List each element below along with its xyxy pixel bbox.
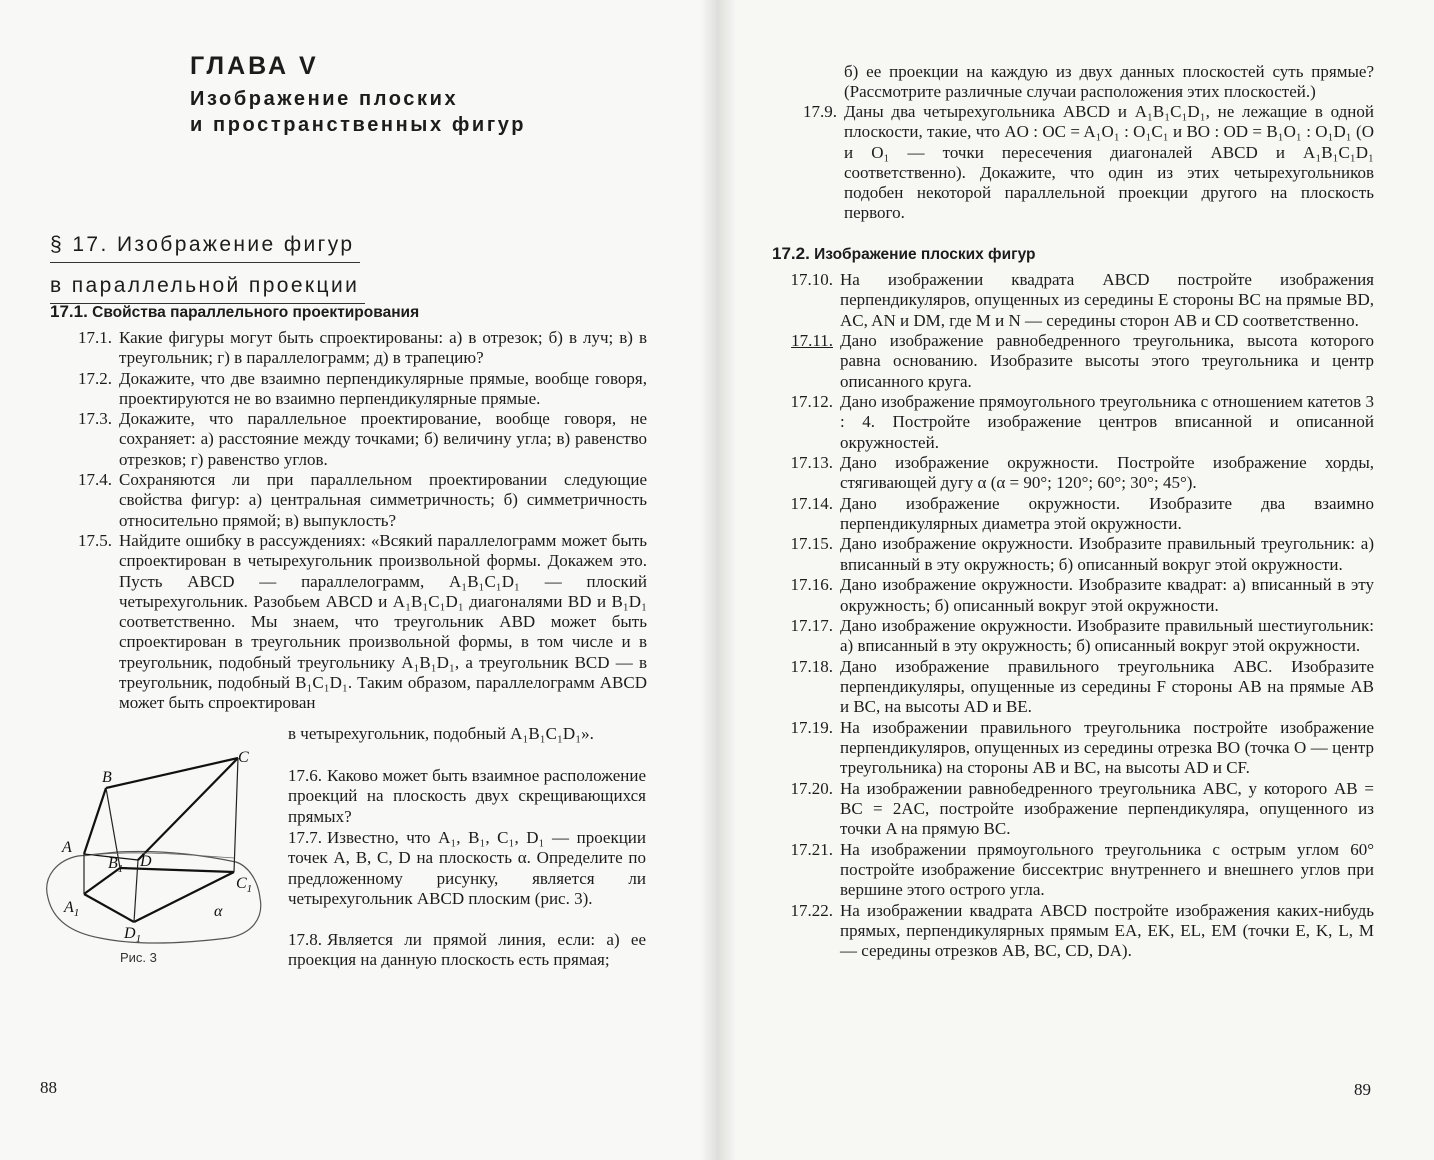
exercise-item (772, 901, 1374, 962)
exercise-item (772, 392, 1374, 453)
exercise-text: Дано изображение окружности. Изобразите правильный треугольник: а) вписанный в эту окружность; б) описанный вокруг этой окружности. (840, 534, 1374, 574)
left-page (0, 0, 716, 1160)
label-C1-letter: C (236, 875, 247, 892)
label-B1-letter: B (108, 855, 118, 872)
exercise-text: Каково может быть взаимное расположение проекций на плоскость двух скрещивающихся прямых? (288, 766, 646, 826)
exercise-number: 17.7. (288, 828, 322, 847)
label-C1-sub: 1 (246, 883, 253, 895)
exercise-17-8 (288, 930, 646, 971)
subsection-number: 17.2. (772, 244, 810, 263)
label-D1-letter: D (124, 925, 136, 942)
exercise-item (50, 369, 647, 410)
exercise-item (50, 470, 647, 531)
exercise-item (50, 531, 647, 714)
plane-alpha-outline (47, 851, 261, 942)
figure-caption: Рис. 3 (120, 950, 157, 965)
exercise-text: Дано изображение прямоугольного треугольника с отношением катетов 3 : 4. Постройте изображение центров вписанной и описанной окружностей. (840, 392, 1374, 452)
exercise-number: 17.3. (78, 409, 112, 429)
exercise-number: 17.4. (78, 470, 112, 490)
exercise-number: 17.6. (288, 766, 322, 785)
exercise-item (772, 575, 1374, 616)
exercise-number: 17.13. (790, 453, 833, 473)
label-D1-sub: 1 (135, 933, 142, 945)
label-A1-letter: A (64, 899, 74, 916)
exercise-17-6 (288, 766, 646, 827)
subsection-title: Свойства параллельного проектирования (92, 304, 420, 321)
exercise-item (50, 409, 647, 470)
exercise-item (772, 840, 1374, 901)
exercise-17-7 (288, 828, 646, 909)
exercise-number: 17.15. (790, 534, 833, 554)
chapter-title (190, 86, 526, 138)
exercise-list-right-b (772, 270, 1374, 962)
section-title (50, 228, 365, 304)
chapter-label: ГЛАВА V (190, 52, 319, 80)
edge-AB (84, 788, 106, 854)
label-D: D (140, 853, 152, 870)
page-number-left: 88 (40, 1078, 57, 1097)
exercise-number: 17.12. (790, 392, 833, 412)
exercise-item (50, 328, 647, 369)
exercise-text: Дано изображение окружности. Постройте изображение хорды, стягивающей дугу α (α = 90°; 120°; 60°; 30°; 45°). (840, 453, 1374, 493)
exercise-item (772, 270, 1374, 331)
page-number-right: 89 (1354, 1080, 1371, 1099)
exercise-number: 17.20. (790, 778, 833, 798)
label-B: B (102, 769, 112, 786)
book-gutter-shadow (700, 0, 736, 1160)
exercise-item (772, 718, 1374, 779)
exercise-item (772, 494, 1374, 535)
exercise-number: 17.21. (790, 839, 833, 859)
label-B1-sub: 1 (117, 863, 124, 875)
exercise-text: Дано изображение окружности. Изобразите правильный шестиугольник: а) вписанный в эту окружность; б) описанный вокруг этой окружности. (840, 615, 1374, 656)
edge-D1A1 (84, 894, 134, 922)
exercise-text: Дано изображение правильного треугольника ABC. Изобразите перпендикуляры, опущенные из середины F стороны AB на прямые AB и BC, на высоты AD и BE. (840, 656, 1374, 717)
exercise-list-left (50, 328, 647, 714)
exercise-text: Найдите ошибку в рассуждениях: «Всякий параллелограмм может быть спроектирован в четырехугольник произвольной формы. Докажем это. Пусть ABCD — параллелограмм, A₁B₁C₁D₁ — плоский четырехугольник. Разобьем ABCD и A₁B₁C₁D₁ диагоналями BD и B₁D₁ соответственно. Мы знаем, что треугольник ABD может быть спроектирован в треугольник произвольной формы, в том числе и в треугольник, подобный треугольнику A₁B₁D₁, а треугольник BCD — в треугольник, подобный B₁C₁D₁. Таким образом, параллелограмм ABCD может быть спроектирован (119, 530, 647, 713)
exercise-text: Дано изображение равнобедренного треугольника, высота которого равна основанию. Изобразите высоты этого треугольника и центр описанного круга. (840, 331, 1374, 391)
exercise-text: Известно, что A₁, B₁, C₁, D₁ — проекции точек A, B, C, D на плоскость α. Определите по предложенному рисунку, является ли четырехугольник ABCD плоским (рис. 3). (288, 828, 646, 908)
exercise-item (772, 331, 1374, 392)
exercise-number: 17.9. (803, 102, 837, 121)
edge-CD (138, 758, 238, 860)
exercise-number: 17.10. (790, 270, 833, 289)
exercise-17-8-continuation: б) ее проекции на каждую из двух данных плоскостей суть прямые? (Рассмотрите различные случаи расположения этих плоскостей.) (844, 62, 1374, 102)
exercise-number: 17.19. (790, 717, 833, 737)
section-title-line2: в параллельной проекции (50, 269, 365, 304)
exercise-item (772, 779, 1374, 840)
label-alpha: α (214, 903, 223, 920)
exercise-number: 17.2. (78, 368, 112, 388)
exercise-item (772, 657, 1374, 718)
label-C: C (238, 749, 249, 766)
exercise-number: 17.8. (288, 930, 322, 949)
exercise-list-right-a (776, 102, 1374, 224)
proj-CC1 (234, 758, 238, 872)
exercise-number: 17.22. (790, 900, 833, 920)
exercise-text: Даны два четырехугольника ABCD и A₁B₁C₁D₁, не лежащие в одной плоскости, такие, что AO : OC = A₁O₁ : O₁C₁ и BO : OD = B₁O₁ : O₁D₁ (O и O₁ — точки пересечения диагоналей ABCD и A₁B₁C₁D₁ соответственно). Докажите, что один из этих четырехугольников подобен некоторой параллельной проекции другого на плоскость первого. (844, 102, 1374, 223)
subsection-17-1 (50, 302, 419, 322)
exercise-text: Является ли прямой линия, если: а) ее проекция на данную плоскость есть прямая; (288, 930, 646, 970)
exercise-number: 17.18. (790, 656, 833, 676)
exercise-17-5-tail: в четырехугольник, подобный A₁B₁C₁D₁». (288, 724, 594, 743)
section-title-line1: § 17. Изображение фигур (50, 228, 360, 263)
exercise-text: Какие фигуры могут быть спроектированы: а) в отрезок; б) в луч; в) в треугольник; г) в параллелограмм; д) в трапецию? (119, 328, 647, 368)
exercise-number: 17.1. (78, 328, 112, 347)
exercise-number: 17.17. (790, 615, 833, 635)
label-A1-sub: 1 (73, 907, 80, 919)
exercise-text: На изображении прямоугольного треугольника с острым углом 60° постройте изображение биссектрис внутреннего и внешнего углов при вершине этого острого угла. (840, 839, 1374, 900)
exercise-text: Сохраняются ли при параллельном проектировании следующие свойства фигур: а) центральная симметричность; б) симметричность относительно прямой; в) выпуклость? (119, 470, 647, 530)
exercise-text: На изображении квадрата ABCD постройте изображения перпендикуляров, опущенных из середины E стороны BC на прямые BD, AC, AN и DM, где M и N — середины сторон AB и CD соответственно. (840, 270, 1374, 330)
exercise-item (772, 616, 1374, 657)
exercise-item (772, 453, 1374, 494)
label-A: A (62, 839, 72, 856)
exercise-number: 17.11. (791, 331, 833, 351)
label-C1 (236, 875, 252, 895)
exercise-text: Докажите, что две взаимно перпендикулярные прямые, вообще говоря, проектируются не во взаимно перпендикулярные прямые. (119, 368, 647, 408)
right-page (716, 0, 1434, 1160)
exercise-text: На изображении квадрата ABCD постройте изображения каких-нибудь прямых, перпендикулярных прямым EA, EK, EL, EM (точки E, K, L, M — середины отрезков AB, BC, CD, DA). (840, 900, 1374, 961)
subsection-number: 17.1. (50, 302, 88, 321)
label-A1 (63, 899, 79, 919)
exercise-number: 17.16. (790, 575, 833, 595)
exercise-text: Докажите, что параллельное проектирование, вообще говоря, не сохраняет: а) расстояние между точками; б) величину угла; в) равенство отрезков; г) равенство углов. (119, 409, 647, 469)
exercise-number: 17.5. (78, 530, 112, 550)
chapter-title-line2: и пространственных фигур (190, 114, 527, 136)
exercise-text: На изображении равнобедренного треугольника ABC, у которого AB = BC = 2AC, постройте изображение перпендикуляра, опущенного из точки A на прямую BC. (840, 778, 1374, 839)
exercise-item (772, 534, 1374, 575)
edge-BC (106, 758, 238, 788)
exercise-number: 17.14. (790, 493, 833, 513)
exercise-item (776, 102, 1374, 224)
subsection-title: Изображение плоских фигур (814, 246, 1036, 263)
exercise-text: На изображении правильного треугольника постройте изображение перпендикуляров, опущенных из середины отрезка BO (точка O — центр треугольника) на стороны AB и BC, на высоты AD и CF. (840, 717, 1374, 778)
subsection-17-2 (772, 244, 1035, 264)
exercise-text: Дано изображение окружности. Изобразите квадрат: а) вписанный в эту окружность; б) описанный вокруг этой окружности. (840, 575, 1374, 615)
exercise-text: Дано изображение окружности. Изобразите два взаимно перпендикулярных диаметра этой окружности. (840, 493, 1374, 534)
chapter-title-line1: Изображение плоских (190, 88, 459, 110)
figure-3-diagram (38, 738, 268, 970)
